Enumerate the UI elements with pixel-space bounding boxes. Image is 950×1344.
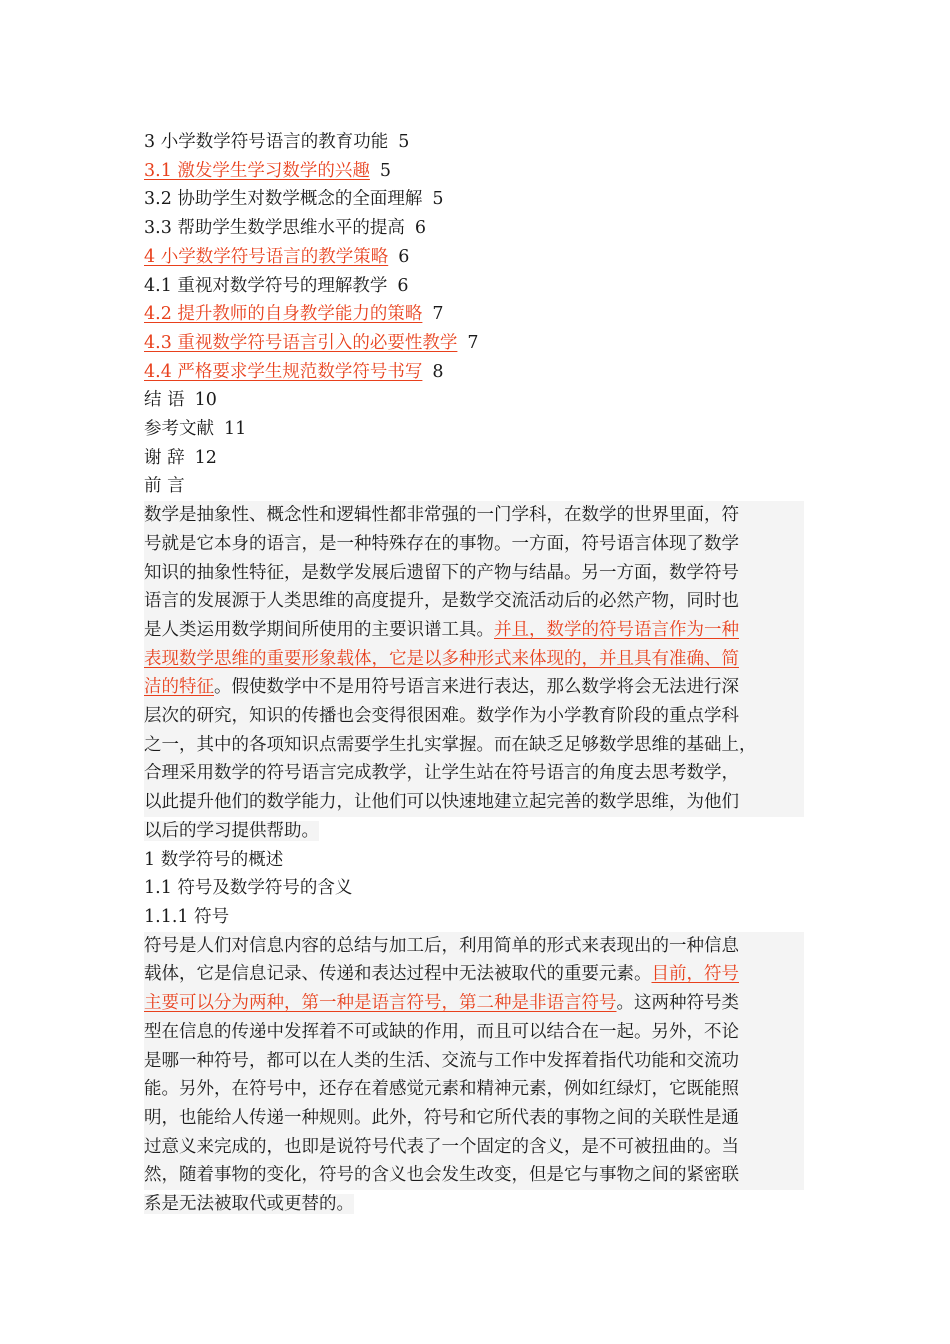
toc-entry-page: 7 (432, 304, 444, 325)
toc-entry-page: 7 (467, 332, 479, 353)
toc-entry[interactable] (144, 300, 804, 329)
toc-entry (144, 444, 804, 473)
paragraph-line (144, 616, 804, 645)
paragraph-line (144, 1190, 804, 1219)
toc-entry-title[interactable]: 4.3 重视数学符号语言引入的必要性教学 (144, 332, 458, 353)
paragraph-line: 号就是它本身的语言，是一种特殊存在的事物。一方面，符号语言体现了数学 (144, 530, 804, 559)
highlighted-text: 并且，数学的符号语言作为一种 (494, 619, 739, 640)
toc-entry (144, 415, 804, 444)
subsection-heading: 1.1 符号及数学符号的含义 (144, 878, 353, 899)
toc-entry-title: 3.2 协助学生对数学概念的全面理解 (144, 189, 423, 210)
paragraph-line: 以此提升他们的数学能力，让他们可以快速地建立起完善的数学思维，为他们 (144, 788, 804, 817)
toc-entry-title[interactable]: 4.2 提升教师的自身教学能力的策略 (144, 304, 423, 325)
highlighted-text: 主要可以分为两种，第一种是语言符号，第二种是非语言符号 (144, 993, 617, 1014)
preface-paragraph (144, 501, 804, 845)
toc-entry (144, 214, 804, 243)
paragraph-line (144, 960, 804, 989)
toc-entry-title: 结 语 (144, 390, 185, 411)
toc-entry-title: 3 小学数学符号语言的教育功能 (144, 132, 389, 152)
table-of-contents (144, 128, 804, 472)
paragraph-line: 合理采用数学的符号语言完成教学，让学生站在符号语言的角度去思考数学， (144, 759, 804, 788)
toc-entry[interactable] (144, 329, 804, 358)
section-heading: 1 数学符号的概述 (144, 849, 284, 870)
symbol-paragraph (144, 932, 804, 1219)
toc-entry-title: 谢 辞 (144, 447, 185, 468)
paragraph-text: 。这两种符号类 (616, 993, 739, 1014)
toc-entry-title[interactable]: 4.4 严格要求学生规范数学符号书写 (144, 361, 423, 382)
toc-entry-title: 4.1 重视对数学符号的理解教学 (144, 275, 388, 296)
paragraph-line: 知识的抽象性特征，是数学发展后遗留下的产物与结晶。另一方面，数学符号 (144, 559, 804, 588)
paragraph-line: 过意义来完成的，也即是说符号代表了一个固定的含义，是不可被扭曲的。当 (144, 1133, 804, 1162)
paragraph-line (144, 673, 804, 702)
highlighted-text: 洁的特征 (144, 677, 214, 698)
paragraph-line: 层次的研究，知识的传播也会变得很困难。数学作为小学教育阶段的重点学科 (144, 702, 804, 731)
paragraph-text: 。假使数学中不是用符号语言来进行表达，那么数学将会无法进行深 (214, 677, 739, 698)
paragraph-line: 是哪一种符号，都可以在人类的生活、交流与工作中发挥着指代功能和交流功 (144, 1047, 804, 1076)
toc-entry-title: 参考文献 (144, 419, 214, 440)
toc-entry (144, 185, 804, 214)
paragraph-text: 是人类运用数学期间所使用的主要识谱工具。 (144, 619, 494, 640)
paragraph-line (144, 817, 804, 846)
paragraph-line: 之一，其中的各项知识点需要学生扎实掌握。而在缺乏足够数学思维的基础上， (144, 731, 804, 760)
toc-entry-title[interactable]: 3.1 激发学生学习数学的兴趣 (144, 160, 370, 181)
paragraph-line: 语言的发展源于人类思维的高度提升，是数学交流活动后的必然产物，同时也 (144, 587, 804, 616)
toc-entry[interactable] (144, 358, 804, 387)
toc-entry (144, 128, 804, 157)
paragraph-line: 符号是人们对信息内容的总结与加工后，利用简单的形式来表现出的一种信息 (144, 932, 804, 961)
toc-entry-page: 8 (432, 361, 444, 382)
paragraph-text: 载体，它是信息记录、传递和表达过程中无法被取代的重要元素。 (144, 964, 652, 985)
toc-entry-page: 11 (224, 419, 247, 440)
subsubsection-heading: 1.1.1 符号 (144, 906, 230, 927)
toc-entry (144, 272, 804, 301)
toc-entry-page: 6 (414, 218, 427, 239)
paragraph-line: 明，也能给人传递一种规则。此外，符号和它所代表的事物之间的关联性是通 (144, 1104, 804, 1133)
toc-entry-page: 10 (194, 390, 217, 411)
toc-entry-title[interactable]: 4 小学数学符号语言的教学策略 (144, 246, 389, 267)
paragraph-text: 以后的学习提供帮助。 (144, 820, 319, 841)
paragraph-line: 型在信息的传递中发挥着不可或缺的作用，而且可以结合在一起。另外，不论 (144, 1018, 804, 1047)
highlighted-text: 表现数学思维的重要形象载体，它是以多种形式来体现的，并且具有准确、简 (144, 648, 739, 669)
toc-entry (144, 386, 804, 415)
paragraph-line (144, 989, 804, 1018)
toc-entry-page: 6 (398, 246, 410, 267)
toc-entry-page: 5 (398, 132, 410, 152)
paragraph-line: 然，随着事物的变化，符号的含义也会发生改变，但是它与事物之间的紧密联 (144, 1161, 804, 1190)
highlighted-text: 目前，符号 (651, 964, 739, 985)
toc-entry-title: 3.3 帮助学生数学思维水平的提高 (144, 218, 405, 239)
toc-entry[interactable] (144, 157, 804, 186)
toc-entry-page: 5 (432, 189, 444, 210)
paragraph-line (144, 645, 804, 674)
paragraph-line: 能。另外，在符号中，还存在着感觉元素和精神元素，例如红绿灯，它既能照 (144, 1075, 804, 1104)
paragraph-text: 系是无法被取代或更替的。 (144, 1194, 354, 1215)
document-content (144, 128, 804, 1219)
paragraph-line: 数学是抽象性、概念性和逻辑性都非常强的一门学科，在数学的世界里面，符 (144, 501, 804, 530)
toc-entry-page: 12 (194, 447, 217, 468)
toc-entry[interactable] (144, 243, 804, 272)
toc-entry-page: 5 (379, 160, 392, 181)
toc-entry-page: 6 (397, 275, 409, 296)
preface-heading: 前 言 (144, 476, 185, 497)
